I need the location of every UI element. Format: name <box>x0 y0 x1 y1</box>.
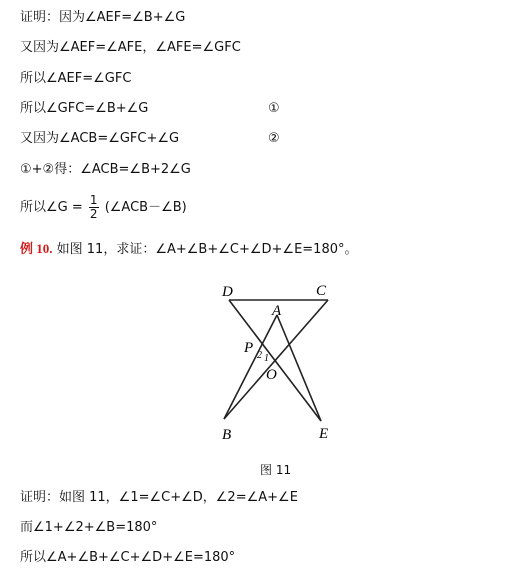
equation-marker-1: ① <box>268 101 280 116</box>
label-P: P <box>244 340 254 356</box>
proof-line-7 <box>20 193 187 223</box>
geometry-figure-11 <box>212 275 342 447</box>
figure-caption: 图 11 <box>260 463 292 477</box>
label-B: B <box>222 427 232 443</box>
segment-AE <box>277 315 321 421</box>
equation-marker-2: ② <box>268 131 280 146</box>
proof-line-5: 又因为∠ACB=∠GFC+∠G <box>20 131 180 146</box>
proof-line-7-prefix: 所以∠G = <box>20 200 83 215</box>
label-E: E <box>319 426 329 442</box>
label-C: C <box>316 283 327 299</box>
example-10-statement <box>20 241 357 258</box>
proof-line-3: 所以∠AEF=∠GFC <box>20 71 132 86</box>
proof-line-1: 证明：因为∠AEF=∠B+∠G <box>20 10 186 25</box>
fraction-denominator: 2 <box>89 207 98 221</box>
proof-line-4: 所以∠GFC=∠B+∠G <box>20 101 149 116</box>
fraction-numerator: 1 <box>89 193 98 207</box>
proof-line-7-suffix: (∠ACB－∠B) <box>104 200 187 215</box>
proof-line-6: ①+②得：∠ACB=∠B+2∠G <box>20 162 191 177</box>
example-text: 如图 11，求证：∠A+∠B+∠C+∠D+∠E=180°。 <box>52 242 358 257</box>
example-label: 例 10. <box>20 241 53 256</box>
example-proof-line-1: 证明：如图 11，∠1=∠C+∠D，∠2=∠A+∠E <box>20 490 298 505</box>
example-proof-line-2: 而∠1+∠2+∠B=180° <box>20 520 158 535</box>
label-2: 2 <box>257 350 262 361</box>
proof-line-2: 又因为∠AEF=∠AFE，∠AFE=∠GFC <box>20 40 241 55</box>
label-1: 1 <box>264 353 269 364</box>
label-A: A <box>272 303 282 319</box>
label-D: D <box>222 284 233 300</box>
label-O: O <box>266 367 277 383</box>
example-proof-line-3: 所以∠A+∠B+∠C+∠D+∠E=180° <box>20 550 236 565</box>
fraction-one-half <box>89 194 99 221</box>
